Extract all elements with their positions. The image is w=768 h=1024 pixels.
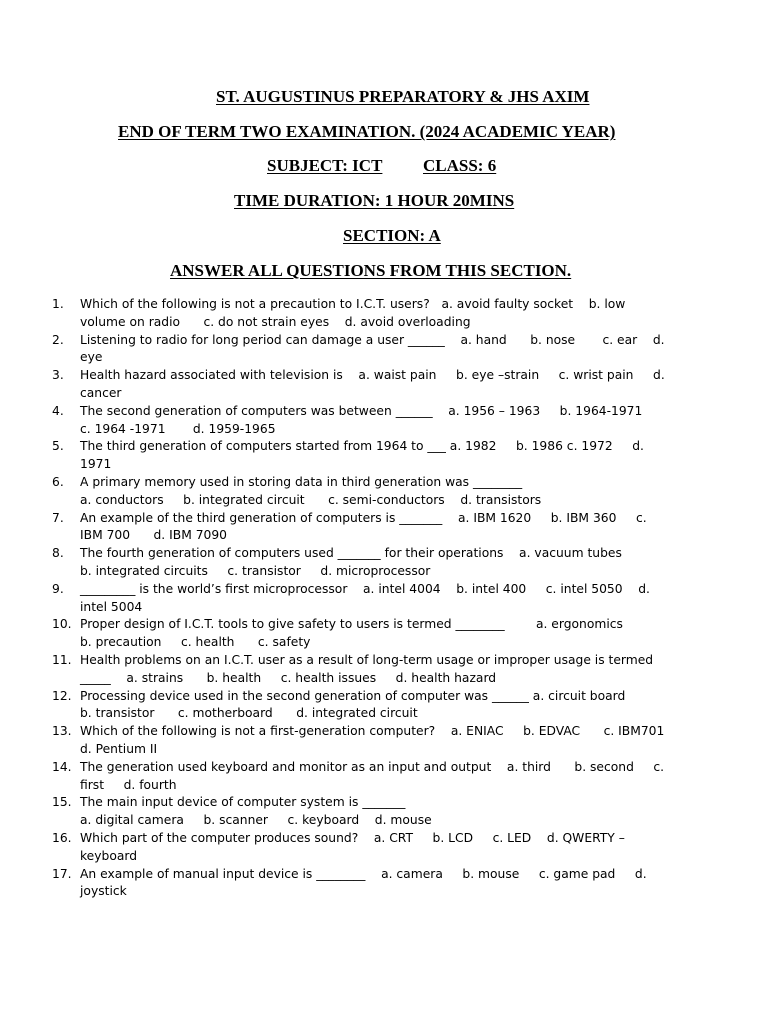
question-number: 4.: [52, 403, 64, 418]
exam-title-heading: END OF TERM TWO EXAMINATION. (2024 ACADEMIC YEAR): [118, 122, 616, 141]
question-line: _____ a. strains b. health c. health issues d. health hazard: [80, 670, 497, 685]
question-line: Health problems on an I.C.T. user as a result of long-term usage or improper usage is termed: [80, 652, 654, 667]
class-heading: CLASS: 6: [423, 156, 497, 175]
question-line: The main input device of computer system is _______: [80, 795, 406, 810]
question-line: c. 1964 -1971 d. 1959-1965: [80, 421, 276, 436]
question-item: [0, 794, 680, 830]
question-number: 12.: [52, 688, 72, 703]
question-line: first d. fourth: [80, 777, 177, 792]
question-line: cancer: [80, 385, 122, 400]
question-line: IBM 700 d. IBM 7090: [80, 528, 228, 543]
question-line: 1971: [80, 457, 112, 472]
question-line: eye: [80, 350, 103, 365]
question-line: An example of the third generation of computers is _______ a. IBM 1620 b. IBM 360 c.: [80, 510, 647, 525]
question-line: Listening to radio for long period can damage a user ______ a. hand b. nose c. ear d.: [80, 332, 665, 347]
question-line: a. conductors b. integrated circuit c. semi-conductors d. transistors: [80, 492, 542, 507]
question-number: 11.: [52, 652, 72, 667]
question-line: joystick: [80, 884, 127, 899]
question-item: [0, 367, 680, 403]
question-item: [0, 581, 680, 617]
school-name-heading: ST. AUGUSTINUS PREPARATORY & JHS AXIM: [216, 87, 590, 106]
question-number: 14.: [52, 759, 72, 774]
question-list: [0, 296, 768, 901]
question-number: 1.: [52, 297, 64, 311]
question-line: The generation used keyboard and monitor as an input and output a. third b. second c.: [80, 759, 665, 774]
question-line: _________ is the world’s first microprocessor a. intel 4004 b. intel 400 c. intel 5050 d.: [80, 581, 650, 596]
question-line: Which of the following is not a precaution to I.C.T. users? a. avoid faulty socket b. low: [80, 297, 626, 311]
question-item: [0, 474, 680, 510]
question-item: [0, 510, 680, 546]
question-item: [0, 296, 680, 332]
question-line: Which of the following is not a first-generation computer? a. ENIAC b. EDVAC c. IBM701: [80, 724, 665, 739]
question-line: The third generation of computers started from 1964 to ___ a. 1982 b. 1986 c. 1972 d.: [80, 439, 644, 454]
question-line: d. Pentium II: [80, 741, 158, 756]
question-item: [0, 688, 680, 724]
question-number: 2.: [52, 332, 64, 347]
question-item: [0, 652, 680, 688]
question-line: An example of manual input device is ________ a. camera b. mouse c. game pad d.: [80, 866, 647, 881]
question-number: 9.: [52, 581, 64, 596]
question-number: 10.: [52, 617, 72, 632]
question-number: 13.: [52, 724, 72, 739]
question-number: 8.: [52, 546, 64, 561]
question-item: [0, 616, 680, 652]
question-item: [0, 723, 680, 759]
question-line: The second generation of computers was between ______ a. 1956 – 1963 b. 1964-1971: [80, 403, 643, 418]
instruction-heading: ANSWER ALL QUESTIONS FROM THIS SECTION.: [170, 261, 572, 280]
question-number: 3.: [52, 368, 64, 383]
question-line: Proper design of I.C.T. tools to give safety to users is termed ________ a. ergonomics: [80, 617, 623, 632]
question-number: 7.: [52, 510, 64, 525]
subject-heading: SUBJECT: ICT: [267, 156, 383, 175]
question-line: Which part of the computer produces sound? a. CRT b. LCD c. LED d. QWERTY –: [80, 830, 625, 845]
question-item: [0, 403, 680, 439]
question-item: [0, 438, 680, 474]
question-item: [0, 759, 680, 795]
question-line: volume on radio c. do not strain eyes d. avoid overloading: [80, 314, 471, 329]
question-number: 15.: [52, 795, 72, 810]
question-item: [0, 545, 680, 581]
question-line: intel 5004: [80, 599, 143, 614]
question-line: b. transistor c. motherboard d. integrated circuit: [80, 706, 418, 721]
question-line: b. precaution c. health c. safety: [80, 635, 311, 650]
question-number: 17.: [52, 866, 72, 881]
question-number: 5.: [52, 439, 64, 454]
question-number: 16.: [52, 830, 72, 845]
question-line: A primary memory used in storing data in third generation was ________: [80, 474, 523, 489]
question-item: [0, 866, 680, 902]
question-line: keyboard: [80, 848, 138, 863]
question-line: The fourth generation of computers used _______ for their operations a. vacuum tubes: [80, 546, 622, 561]
question-number: 6.: [52, 474, 64, 489]
duration-heading: TIME DURATION: 1 HOUR 20MINS: [234, 191, 515, 210]
question-line: Processing device used in the second generation of computer was ______ a. circuit board: [80, 688, 626, 703]
question-line: a. digital camera b. scanner c. keyboard d. mouse: [80, 813, 432, 828]
question-line: b. integrated circuits c. transistor d. microprocessor: [80, 563, 431, 578]
question-item: [0, 830, 680, 866]
question-item: [0, 332, 680, 368]
question-line: Health hazard associated with television is a. waist pain b. eye –strain c. wrist pain d.: [80, 368, 665, 383]
section-heading: SECTION: A: [343, 226, 441, 245]
